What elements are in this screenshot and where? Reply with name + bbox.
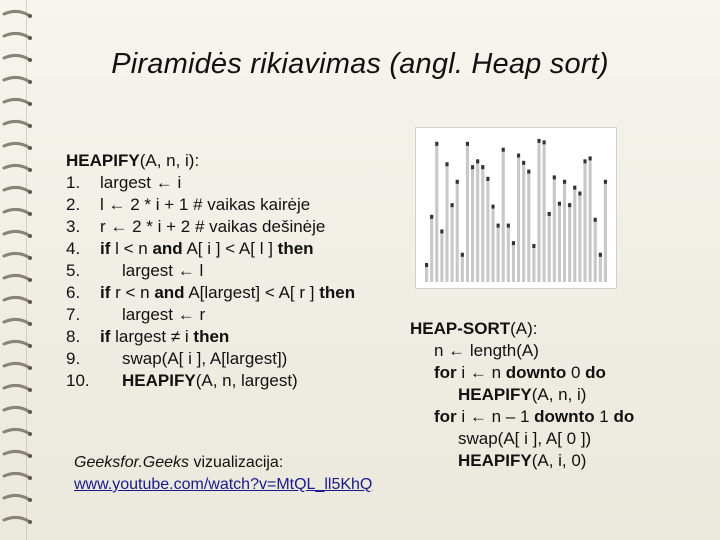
code-text: largest ← l — [122, 261, 204, 280]
bar-11 — [476, 159, 479, 282]
spiral-hole — [28, 520, 32, 524]
code-keyword: then — [193, 327, 230, 346]
spiral-hole — [28, 256, 32, 260]
code-text: (A, n, i) — [531, 385, 587, 404]
bar-marker-32 — [583, 159, 586, 163]
heapify-keyword: HEAPIFY — [66, 151, 140, 170]
line-code — [122, 370, 298, 392]
spiral-hole — [28, 432, 32, 436]
bar-marker-8 — [461, 253, 464, 257]
code-keyword: do — [613, 407, 635, 426]
code-text: i ← n – 1 — [456, 407, 535, 426]
bar-30 — [573, 186, 576, 282]
spiral-hole — [28, 410, 32, 414]
heap-sort-line-7 — [410, 450, 634, 472]
code-text: largest ≠ i — [110, 327, 194, 346]
line-code — [122, 348, 287, 370]
bar-marker-19 — [517, 154, 520, 158]
code-keyword: if — [100, 327, 111, 346]
heap-sort-line-1 — [410, 318, 634, 340]
spiral-hole — [28, 190, 32, 194]
line-code — [100, 216, 325, 238]
code-text: l ← 2 * i + 1 # vaikas kairėje — [100, 195, 311, 214]
bar-marker-15 — [497, 224, 500, 228]
spiral-ring — [4, 231, 30, 236]
spiral-hole — [28, 454, 32, 458]
spiral-ring — [4, 33, 30, 38]
bar-marker-27 — [558, 202, 561, 206]
bar-5 — [445, 162, 448, 282]
bar-marker-20 — [522, 161, 525, 165]
bar-marker-23 — [537, 139, 540, 143]
bar-marker-2 — [430, 215, 433, 219]
code-text: (A, i, 0) — [531, 451, 587, 470]
line-number: 1. — [66, 173, 81, 192]
bar-8 — [461, 253, 464, 282]
bar-17 — [507, 224, 510, 282]
spiral-hole — [28, 498, 32, 502]
code-text: l < n — [110, 239, 153, 258]
heap-sort-pseudocode — [410, 318, 634, 472]
bar-marker-16 — [502, 148, 505, 152]
spiral-binding — [0, 0, 40, 540]
spiral-ring — [4, 253, 30, 258]
code-text: i ← n — [456, 363, 506, 382]
spiral-ring — [4, 363, 30, 368]
heap-sort-line-2 — [410, 340, 634, 362]
bar-marker-7 — [456, 180, 459, 184]
line-code — [122, 304, 205, 326]
spiral-hole — [28, 124, 32, 128]
code-keyword: if — [100, 239, 111, 258]
line-code — [100, 238, 314, 260]
bar-marker-36 — [604, 180, 607, 184]
code-keyword: then — [319, 283, 356, 302]
bar-22 — [532, 244, 535, 282]
line-code — [100, 172, 181, 194]
bar-marker-30 — [573, 186, 576, 190]
code-text: (A): — [510, 319, 538, 338]
bar-20 — [522, 161, 525, 282]
heap-sort-line-4 — [410, 384, 634, 406]
bar-36 — [604, 180, 607, 282]
bar-marker-10 — [471, 165, 474, 169]
bar-32 — [583, 159, 586, 282]
bar-29 — [568, 203, 571, 282]
spiral-hole — [28, 36, 32, 40]
code-keyword: downto — [534, 407, 595, 426]
spiral-hole — [28, 366, 32, 370]
bar-26 — [553, 175, 556, 282]
code-keyword: if — [100, 283, 111, 302]
bar-marker-28 — [563, 180, 566, 184]
code-keyword: for — [434, 407, 457, 426]
bar-marker-33 — [589, 156, 592, 160]
code-text: 1 — [594, 407, 614, 426]
spiral-ring — [4, 495, 30, 500]
spiral-ring — [4, 121, 30, 126]
spiral-ring — [4, 385, 30, 390]
line-code — [100, 326, 229, 348]
bar-14 — [491, 205, 494, 282]
bar-27 — [558, 202, 561, 282]
bar-10 — [471, 165, 474, 282]
code-text: largest ← r — [122, 305, 206, 324]
spiral-ring — [4, 77, 30, 82]
bar-marker-31 — [578, 191, 581, 195]
bar-marker-29 — [568, 203, 571, 207]
bar-marker-1 — [425, 263, 428, 267]
spiral-hole — [28, 14, 32, 18]
credit-block — [74, 452, 372, 496]
line-code — [122, 260, 203, 282]
line-code — [100, 282, 355, 304]
line-number: 10. — [66, 371, 90, 390]
bar-marker-14 — [491, 205, 494, 209]
line-number: 4. — [66, 239, 81, 258]
spiral-ring — [4, 275, 30, 280]
code-text: r < n — [110, 283, 155, 302]
bar-35 — [599, 253, 602, 282]
line-number: 7. — [66, 305, 81, 324]
bar-marker-17 — [507, 224, 510, 228]
bar-12 — [481, 165, 484, 282]
spiral-hole — [28, 146, 32, 150]
bar-marker-13 — [486, 177, 489, 181]
spiral-hole — [28, 168, 32, 172]
heap-sort-visualization — [415, 127, 617, 289]
code-keyword: downto — [505, 363, 567, 382]
credit-label: vizualizacija: — [189, 454, 284, 471]
code-text: r ← 2 * i + 2 # vaikas dešinėje — [100, 217, 326, 236]
code-keyword: HEAPIFY — [122, 371, 196, 390]
bar-visualization — [416, 128, 616, 288]
spiral-hole — [28, 388, 32, 392]
code-keyword: HEAPIFY — [458, 385, 532, 404]
bar-23 — [537, 139, 540, 282]
bar-marker-5 — [445, 162, 448, 166]
bar-marker-34 — [594, 218, 597, 222]
bar-marker-9 — [466, 142, 469, 146]
line-number: 9. — [66, 349, 81, 368]
code-text: swap(A[ i ], A[ 0 ]) — [458, 429, 592, 448]
spiral-hole — [28, 344, 32, 348]
code-keyword: and — [154, 283, 185, 302]
spiral-ring — [4, 517, 30, 522]
bar-marker-11 — [476, 159, 479, 163]
bar-7 — [456, 180, 459, 282]
bar-marker-18 — [512, 241, 515, 245]
spiral-ring — [4, 429, 30, 434]
spiral-hole — [28, 58, 32, 62]
spiral-ring — [4, 319, 30, 324]
bar-19 — [517, 154, 520, 282]
heapify-args: (A, n, i): — [139, 151, 200, 170]
code-text: (A, n, largest) — [195, 371, 298, 390]
spiral-ring — [4, 341, 30, 346]
spiral-hole — [28, 300, 32, 304]
bar-31 — [578, 191, 581, 282]
heap-sort-line-5 — [410, 406, 634, 428]
spiral-hole — [28, 322, 32, 326]
credit-source: Geeksfor.Geeks — [74, 454, 190, 471]
heap-sort-line-3 — [410, 362, 634, 384]
code-keyword: for — [434, 363, 457, 382]
bar-marker-3 — [435, 142, 438, 146]
bar-25 — [548, 212, 551, 282]
bar-6 — [451, 203, 454, 282]
spiral-ring — [4, 165, 30, 170]
bar-15 — [497, 224, 500, 282]
spiral-ring — [4, 209, 30, 214]
bar-marker-22 — [532, 244, 535, 248]
line-number: 3. — [66, 217, 81, 236]
bar-28 — [563, 180, 566, 282]
spiral-ring — [4, 143, 30, 148]
code-text: A[largest] < A[ r ] — [184, 283, 320, 302]
bar-2 — [430, 215, 433, 282]
bar-24 — [543, 140, 546, 282]
line-number: 8. — [66, 327, 81, 346]
code-keyword: then — [277, 239, 314, 258]
code-text: A[ i ] < A[ l ] — [182, 239, 278, 258]
line-number: 5. — [66, 261, 81, 280]
slide-title: Piramidės rikiavimas (angl. Heap sort) — [111, 48, 609, 80]
bar-13 — [486, 177, 489, 282]
spiral-ring — [4, 473, 30, 478]
bar-18 — [512, 241, 515, 282]
bar-marker-6 — [451, 203, 454, 207]
spiral-hole — [28, 102, 32, 106]
code-text: swap(A[ i ], A[largest]) — [122, 349, 288, 368]
line-number: 6. — [66, 283, 81, 302]
code-keyword: and — [152, 239, 183, 258]
bar-marker-21 — [527, 170, 530, 174]
spiral-ring — [4, 451, 30, 456]
bar-marker-35 — [599, 253, 602, 257]
code-keyword: HEAPIFY — [458, 451, 532, 470]
bar-marker-12 — [481, 165, 484, 169]
spiral-hole — [28, 80, 32, 84]
spiral-ring — [4, 407, 30, 412]
code-keyword: HEAP-SORT — [410, 319, 511, 338]
code-text: 0 — [566, 363, 586, 382]
spiral-ring — [4, 187, 30, 192]
line-number: 2. — [66, 195, 81, 214]
bar-34 — [594, 218, 597, 282]
spiral-ring — [4, 11, 30, 16]
spiral-ring — [4, 297, 30, 302]
bar-9 — [466, 142, 469, 282]
code-text: largest ← i — [100, 173, 182, 192]
bar-marker-26 — [553, 175, 556, 179]
spiral-hole — [28, 278, 32, 282]
bar-marker-4 — [440, 229, 443, 233]
bar-3 — [435, 142, 438, 282]
code-keyword: do — [585, 363, 606, 382]
spiral-ring — [4, 55, 30, 60]
bar-33 — [589, 156, 592, 282]
bar-16 — [502, 148, 505, 282]
bar-21 — [527, 170, 530, 282]
bar-marker-24 — [543, 140, 546, 144]
line-code — [100, 194, 310, 216]
spiral-ring — [4, 99, 30, 104]
spiral-hole — [28, 234, 32, 238]
heap-sort-line-6 — [410, 428, 634, 450]
spiral-hole — [28, 476, 32, 480]
code-text: n ← length(A) — [434, 341, 539, 360]
youtube-link[interactable]: www.youtube.com/watch?v=MtQL_ll5KhQ — [74, 476, 373, 493]
bar-marker-25 — [548, 212, 551, 216]
bar-4 — [440, 229, 443, 282]
spiral-hole — [28, 212, 32, 216]
